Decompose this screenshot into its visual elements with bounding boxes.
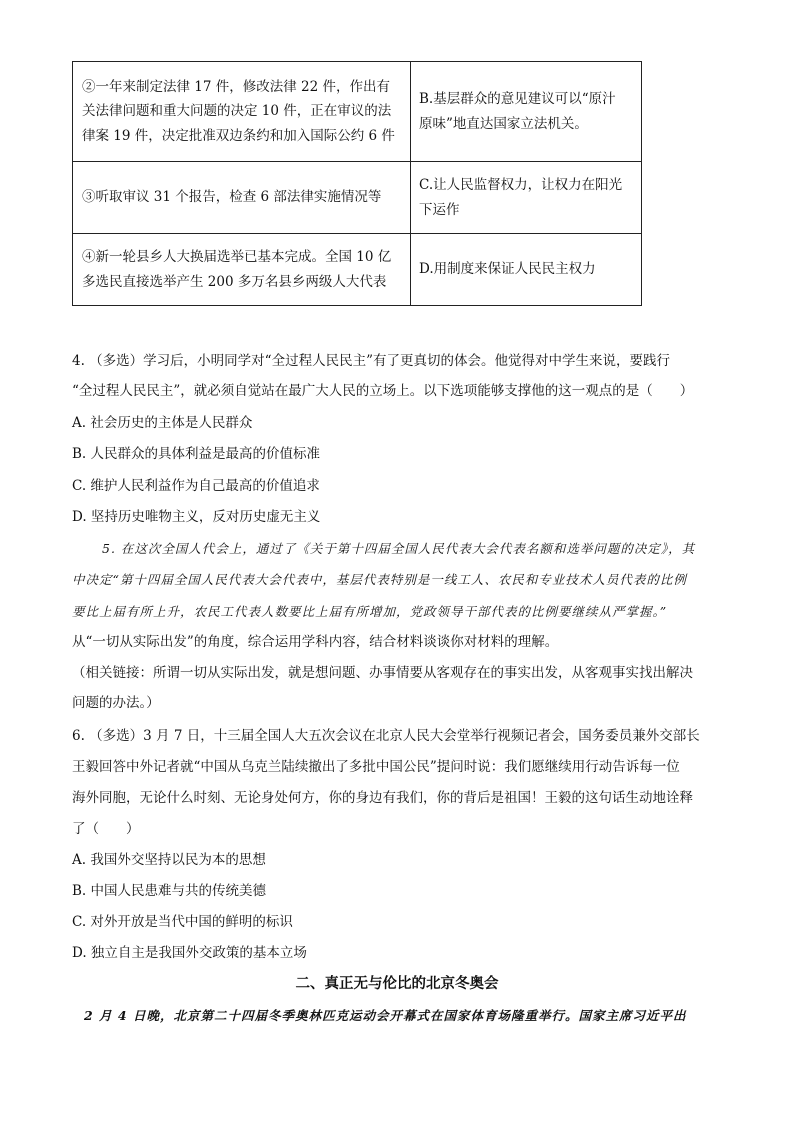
cell-line: ③听取审议 31 个报告，检查 6 部法律实施情况等: [82, 189, 382, 206]
table-cell-left: [73, 62, 411, 162]
q5-link-line: （相关链接：所谓一切从实际出发，就是想问题、办事情要从客观存在的事实出发，从客观事实找出解决: [72, 665, 693, 681]
table-cell-left: [73, 162, 411, 234]
q6-option-c: C. 对外开放是当代中国的鲜明的标识: [72, 914, 293, 930]
table-cell-right: [411, 234, 642, 306]
section-intro-line: 2 月 4 日晚，北京第二十四届冬季奥林匹克运动会开幕式在国家体育场隆重举行。国家主席习近平出: [84, 1008, 687, 1023]
q4-option-d: D. 坚持历史唯物主义，反对历史虚无主义: [72, 509, 321, 525]
q6-stem-line: 海外同胞，无论什么时刻、无论身处何方，你的身边有我们，你的背后是祖国！王毅的这句话生动地诠释: [72, 790, 693, 806]
section-heading: 二、真正无与伦比的北京冬奥会: [295, 976, 499, 992]
cell-line: ④新一轮县乡人大换届选举已基本完成。全国 10 亿: [82, 249, 392, 265]
q4-stem-line: 4. （多选）学习后，小明同学对“全过程人民民主”有了更真切的体会。他觉得对中学生来说，要践行: [72, 353, 670, 369]
q4-option-c: C. 维护人民利益作为自己最高的价值追求: [72, 478, 320, 494]
cell-line: C.让人民监督权力，让权力在阳光: [419, 177, 623, 193]
table-row: [73, 162, 642, 234]
cell-line: ②一年来制定法律 17 件，修改法律 22 件，作出有: [82, 78, 391, 95]
q5-material-line: 中决定“第十四届全国人民代表大会代表中，基层代表特别是一线工人、农民和专业技术人员代表的比例: [72, 572, 687, 587]
q5-material-line: 要比上届有所上升，农民工代表人数要比上届有所增加，党政领导干部代表的比例要继续从严掌握。”: [72, 604, 668, 619]
matching-table: [72, 61, 642, 306]
q6-stem-line: 了（ ）: [72, 821, 140, 837]
q6-stem-line: 王毅回答中外记者就“中国从乌克兰陆续撤出了多批中国公民”提问时说：我们愿继续用行动告诉每一位: [72, 759, 680, 775]
q5-material-line: 5. 在这次全国人代会上，通过了《关于第十四届全国人民代表大会代表名额和选举问题的决定》，其: [102, 541, 696, 556]
cell-line: D.用制度来保证人民民主权力: [419, 261, 596, 278]
cell-line: 关法律问题和重大问题的决定 10 件，正在审议的法: [82, 103, 392, 120]
q6-option-b: B. 中国人民患难与共的传统美德: [72, 883, 267, 899]
q5-stem-line: 从“一切从实际出发”的角度，综合运用学科内容，结合材料谈谈你对材料的理解。: [72, 634, 559, 650]
cell-line: 下运作: [419, 201, 460, 218]
table-cell-right: [411, 62, 642, 162]
q4-option-b: B. 人民群众的具体利益是最高的价值标准: [72, 446, 321, 462]
table-cell-right: [411, 162, 642, 234]
table-cell-left: [73, 234, 411, 306]
q6-option-d: D. 独立自主是我国外交政策的基本立场: [72, 945, 307, 961]
table-row: [73, 62, 642, 162]
q4-option-a: A. 社会历史的主体是人民群众: [72, 415, 253, 431]
q4-stem-line: “全过程人民民主”，就必须自觉站在最广大人民的立场上。以下选项能够支撑他的这一观点的是（ ）: [72, 383, 694, 399]
q6-stem-line: 6. （多选）3 月 7 日，十三届全国人大五次会议在北京人民大会堂举行视频记者会，国务委员兼外交部长: [72, 728, 700, 744]
cell-line: B.基层群众的意见建议可以“原汁: [419, 91, 616, 107]
q6-option-a: A. 我国外交坚持以民为本的思想: [72, 852, 266, 868]
cell-line: 原味”地直达国家立法机关。: [419, 115, 588, 132]
table-row: [73, 234, 642, 306]
q5-link-line: 问题的办法。）: [72, 695, 160, 711]
cell-line: 律案 19 件，决定批准双边条约和加入国际公约 6 件: [82, 127, 395, 144]
cell-line: 多选民直接选举产生 200 多万名县乡两级人大代表: [82, 273, 387, 290]
